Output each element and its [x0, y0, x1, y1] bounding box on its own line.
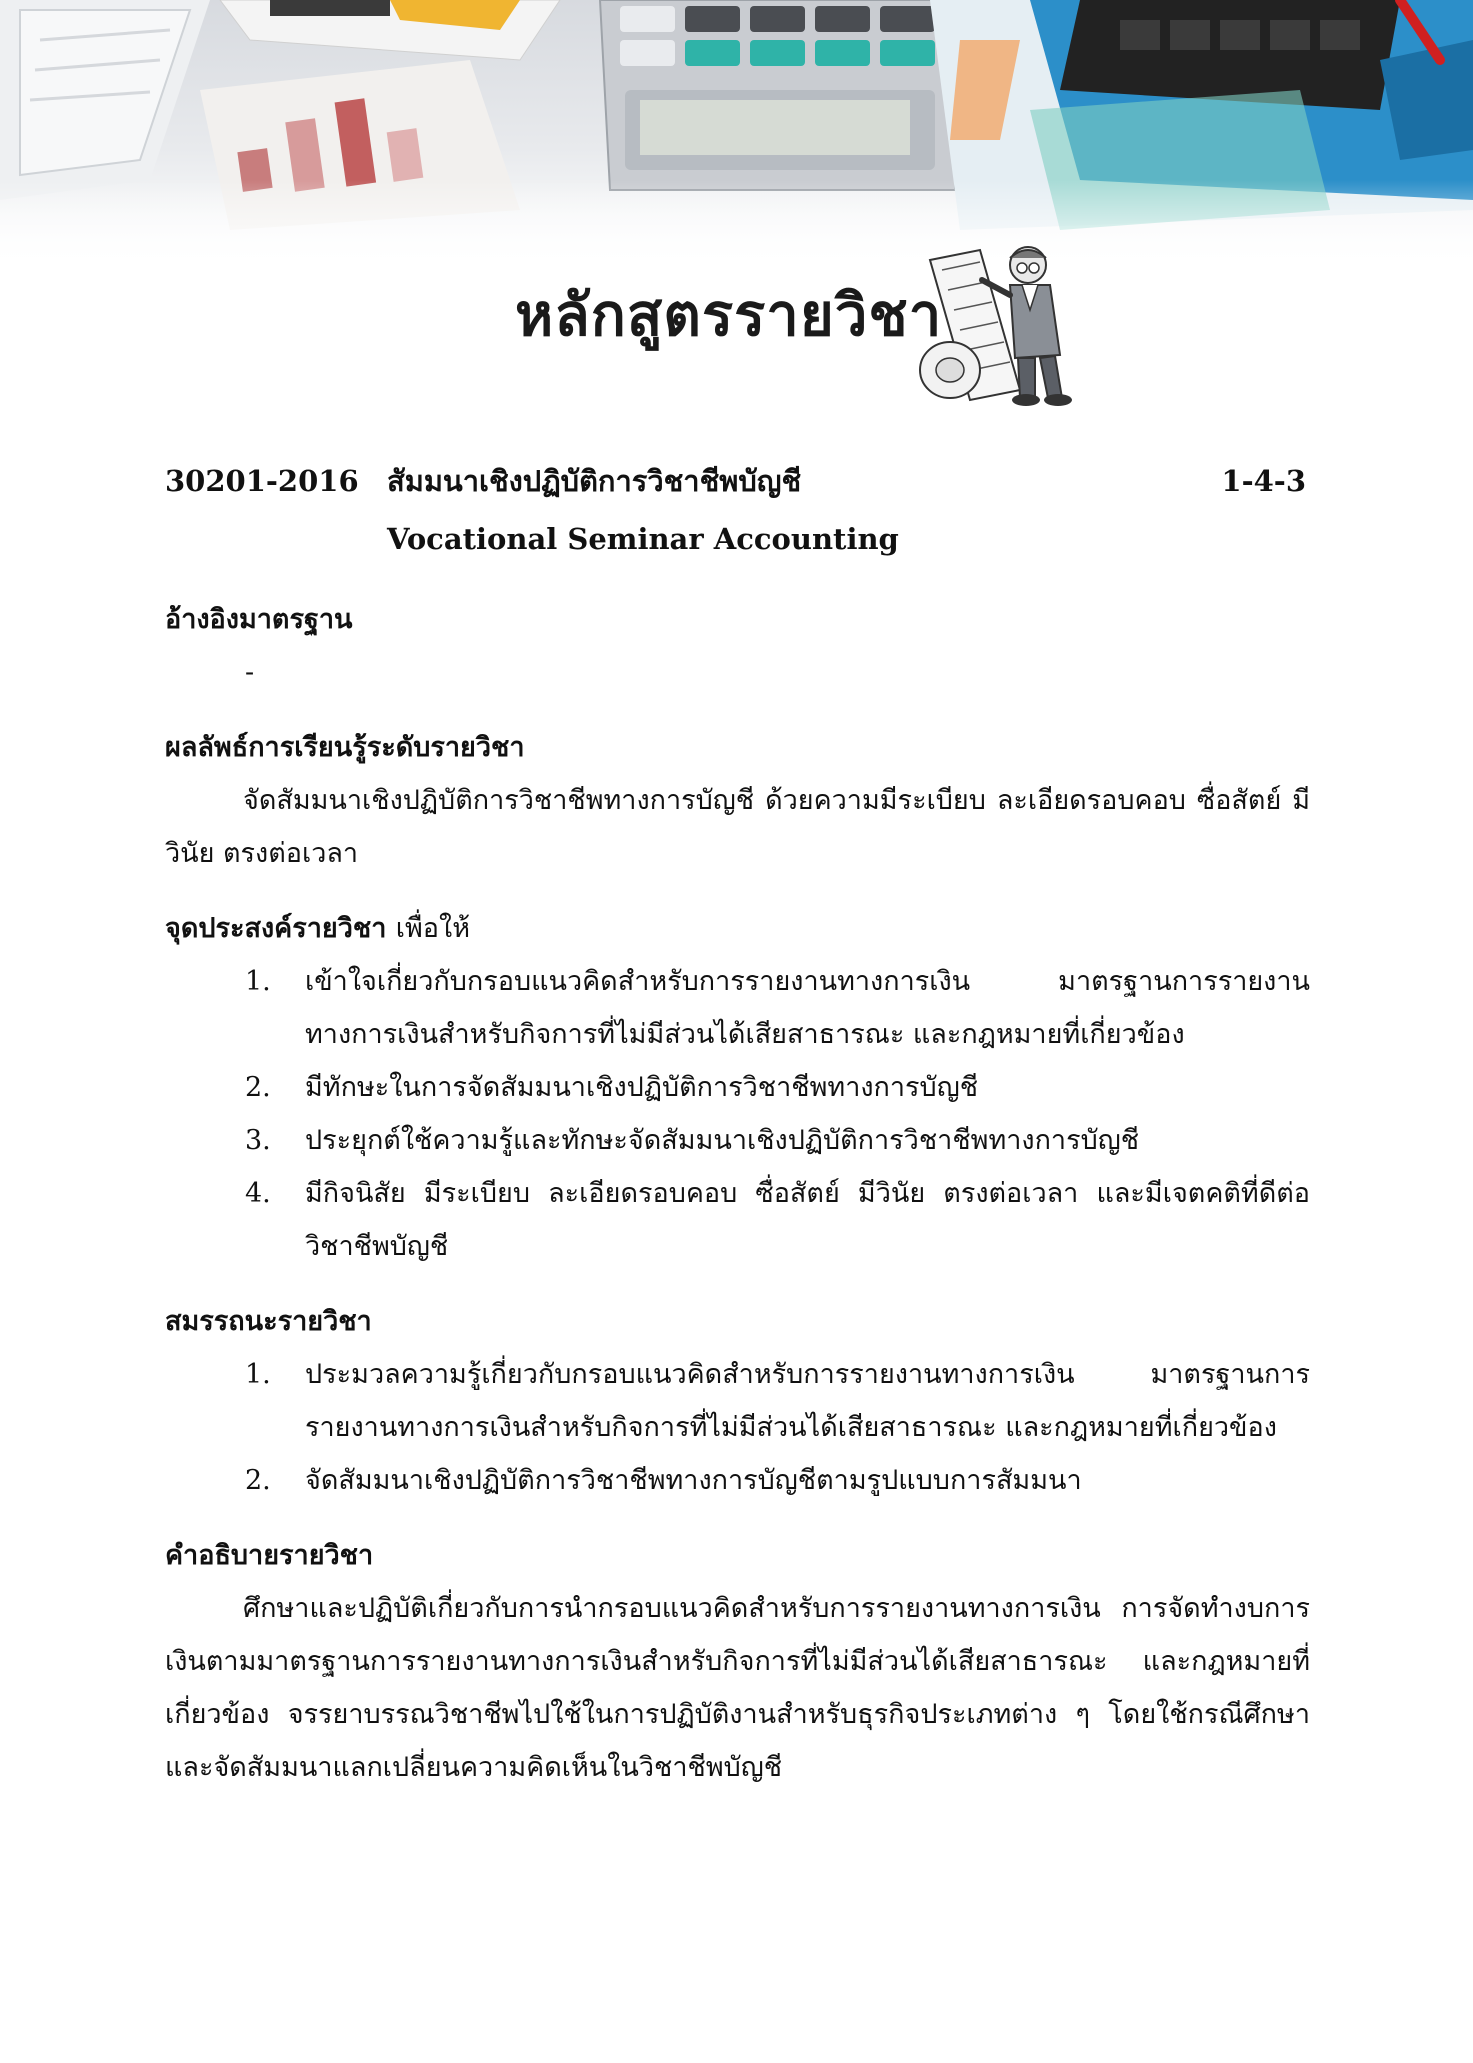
- standards-value: -: [245, 657, 255, 688]
- course-name-en: Vocational Seminar Accounting: [387, 522, 899, 556]
- item-text: เข้าใจเกี่ยวกับกรอบแนวคิดสำหรับการรายงานทางการเงิน มาตรฐานการรายงานทางการเงินสำหรับกิจการที่ไม่มีส่วนได้เสียสาธารณะ และกฎหมายที่เกี่ยวข้อง: [305, 966, 1310, 1050]
- item-number: 2.: [245, 1465, 271, 1496]
- item-text: ประยุกต์ใช้ความรู้และทักษะจัดสัมมนาเชิงปฏิบัติการวิชาชีพทางการบัญชี: [305, 1125, 1140, 1156]
- list-item: [165, 1167, 1310, 1273]
- reading-receipt-mascot-icon: [910, 240, 1090, 410]
- list-item: [165, 1348, 1310, 1454]
- list-item: [165, 1454, 1310, 1507]
- description-heading: คำอธิบายรายวิชา: [165, 1540, 374, 1571]
- objectives-heading-suffix: เพื่อให้: [395, 913, 470, 944]
- objectives-list: [165, 955, 1310, 1273]
- item-number: 1.: [245, 1359, 271, 1390]
- learning-outcome-heading: ผลลัพธ์การเรียนรู้ระดับรายวิชา: [165, 732, 525, 763]
- learning-outcome-text: จัดสัมมนาเชิงปฏิบัติการวิชาชีพทางการบัญชี ด้วยความมีระเบียบ ละเอียดรอบคอบ ซื่อสัตย์ มีวินัย ตรงต่อเวลา: [165, 785, 1310, 869]
- objectives-heading: [165, 902, 1310, 955]
- item-number: 3.: [245, 1125, 271, 1156]
- item-text: มีกิจนิสัย มีระเบียบ ละเอียดรอบคอบ ซื่อสัตย์ มีวินัย ตรงต่อเวลา และมีเจตคติที่ดีต่อวิชาชีพบัญชี: [305, 1178, 1310, 1262]
- item-number: 2.: [245, 1072, 271, 1103]
- item-text: จัดสัมมนาเชิงปฏิบัติการวิชาชีพทางการบัญชีตามรูปแบบการสัมมนา: [305, 1465, 1082, 1496]
- item-number: 1.: [245, 966, 271, 997]
- list-item: [165, 1061, 1310, 1114]
- banner-image: [0, 0, 1473, 270]
- course-credits: 1-4-3: [1221, 464, 1306, 498]
- competencies-heading: สมรรถนะรายวิชา: [165, 1306, 372, 1337]
- item-number: 4.: [245, 1178, 271, 1209]
- list-item: [165, 1114, 1310, 1167]
- course-header: [165, 455, 1310, 513]
- list-item: [165, 955, 1310, 1061]
- course-name-th: สัมมนาเชิงปฏิบัติการวิชาชีพบัญชี: [387, 464, 802, 498]
- page-title: หลักสูตรรายวิชา: [515, 281, 943, 349]
- standards-heading: อ้างอิงมาตรฐาน: [165, 604, 353, 635]
- course-document: [165, 455, 1310, 1794]
- competencies-list: [165, 1348, 1310, 1507]
- description-text: ศึกษาและปฏิบัติเกี่ยวกับการนำกรอบแนวคิดสำหรับการรายงานทางการเงิน การจัดทำงบการเงินตามมาตรฐานการรายงานทางการเงินสำหรับกิจการที่ไม่มีส่วนได้เสียสาธารณะ และกฎหมายที่เกี่ยวข้อง จรรยาบรรณวิชาชีพไปใช้ในการปฏิบัติงานสำหรับธุรกิจประเภทต่าง ๆ โดยใช้กรณีศึกษา และจัดสัมมนาแลกเปลี่ยนความคิดเห็นในวิชาชีพบัญชี: [165, 1593, 1310, 1783]
- course-code: 30201-2016: [165, 464, 359, 498]
- objectives-heading-label: จุดประสงค์รายวิชา: [165, 913, 387, 944]
- item-text: มีทักษะในการจัดสัมมนาเชิงปฏิบัติการวิชาชีพทางการบัญชี: [305, 1072, 979, 1103]
- item-text: ประมวลความรู้เกี่ยวกับกรอบแนวคิดสำหรับการรายงานทางการเงิน มาตรฐานการรายงานทางการเงินสำหรับกิจการที่ไม่มีส่วนได้เสียสาธารณะ และกฎหมายที่เกี่ยวข้อง: [305, 1359, 1310, 1443]
